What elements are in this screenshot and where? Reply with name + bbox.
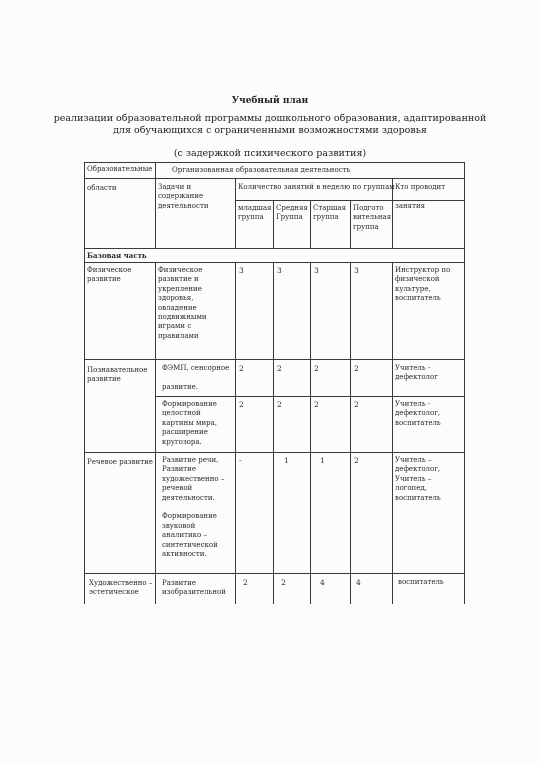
header-group-middle: Средняя Группа (276, 204, 308, 222)
row-value-junior: 2 (239, 364, 244, 373)
table-rule (310, 200, 311, 248)
header-group-preparatory: Подгото вительная группа (353, 204, 392, 231)
table-rule (155, 262, 156, 604)
row-value-middle: 3 (277, 266, 282, 275)
table-rule (350, 262, 351, 604)
header-weekly-count: Количество занятий в неделю по группам (238, 183, 395, 191)
document-subtitle-line-2: для обучающихся с ограниченными возможностями здоровья (113, 125, 427, 136)
row-who: воспитатель (398, 578, 444, 586)
row-value-senior: 3 (314, 266, 319, 275)
table-rule (464, 162, 465, 604)
row-task: ФЭМП, сенсорное развитие. (162, 364, 230, 391)
table-rule (310, 262, 311, 604)
row-area: Речевое развитие (87, 458, 153, 466)
header-tasks-content: Задачи и содержание деятельности (158, 183, 209, 210)
section-base-part: Базовая часть (87, 251, 147, 260)
row-task: Физическое развитие и укрепление здоровья, овладение подвижными играми с правилами (158, 266, 207, 340)
row-value-senior: 2 (314, 364, 319, 373)
row-value-middle: 2 (277, 400, 282, 409)
row-area: Познавательное развитие (87, 366, 148, 384)
table-rule (84, 452, 464, 453)
table-rule (350, 200, 351, 248)
row-value-preparatory: 3 (354, 266, 359, 275)
table-rule (84, 248, 464, 249)
table-rule (235, 178, 236, 248)
row-who: Учитель – дефектолог, Учитель – логопед, воспитатель (395, 456, 441, 502)
row-value-junior: 3 (239, 266, 244, 275)
row-area: Физическое развитие (87, 266, 132, 284)
row-who: Учитель - дефектолог, воспитатель (395, 400, 441, 427)
row-value-junior: - (239, 456, 242, 465)
row-area: Художественно – эстетическое (89, 579, 153, 597)
header-group-junior: младшая группа (238, 204, 272, 222)
row-value-senior: 4 (320, 578, 325, 587)
row-value-senior: 2 (314, 400, 319, 409)
row-value-preparatory: 2 (354, 400, 359, 409)
table-rule (273, 262, 274, 604)
table-rule (84, 573, 464, 574)
row-task: Развитие речи, Развитие художественно – речевой деятельности. Формирование звуковой аналитико – синтетической активности. (162, 456, 225, 559)
header-group-senior: Старшая группа (313, 204, 346, 222)
table-rule (84, 359, 464, 360)
table-rule (84, 262, 464, 263)
row-value-preparatory: 2 (354, 456, 359, 465)
row-value-preparatory: 2 (354, 364, 359, 373)
table-rule (392, 262, 393, 604)
document-subtitle-line-3: (с задержкой психического развития) (173, 148, 367, 159)
table-rule (235, 262, 236, 604)
header-educational-areas: Образовательные области (87, 165, 153, 192)
document-title: Учебный план (231, 96, 309, 106)
table-rule (84, 162, 85, 604)
row-value-junior: 2 (239, 400, 244, 409)
row-who: Инструктор по физической культуре, воспитатель (395, 266, 451, 303)
table-rule (155, 162, 156, 248)
row-task: Формирование целостной картины мира, расширение кругозора. (162, 400, 218, 446)
row-value-preparatory: 4 (356, 578, 361, 587)
row-who: Учитель - дефектолог (395, 364, 438, 382)
table-rule (273, 200, 274, 248)
table-rule (84, 162, 464, 163)
row-value-middle: 2 (281, 578, 286, 587)
row-value-senior: 1 (320, 456, 325, 465)
row-value-junior: 2 (243, 578, 248, 587)
document-subtitle-line-1: реализации образовательной программы дошкольного образования, адаптированной (53, 113, 487, 124)
header-organized-activity: Организованная образовательная деятельность (172, 166, 351, 174)
row-task: Развитие изобразительной (162, 579, 226, 597)
header-who-conducts: Кто проводит занятия (395, 183, 446, 210)
row-value-middle: 1 (284, 456, 289, 465)
row-value-middle: 2 (277, 364, 282, 373)
